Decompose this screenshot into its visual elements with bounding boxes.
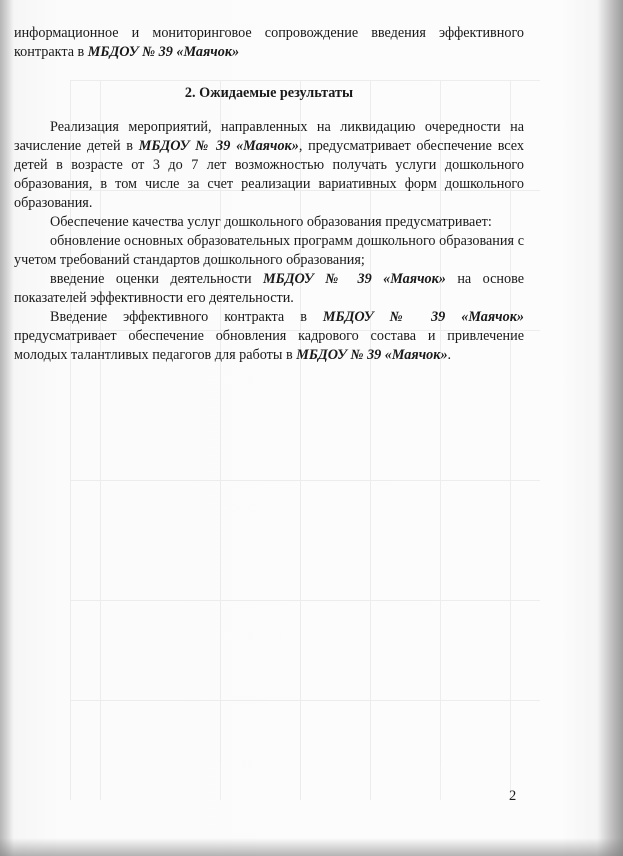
paragraph-4: введение оценки деятельности МБДОУ № 39 «Маячок» на основе показателей эффективности его деятельности. xyxy=(14,271,525,306)
org-name: МБДОУ № 39 «Маячок» xyxy=(296,347,448,363)
org-name: МБДОУ № 39 «Маячок» xyxy=(322,309,524,325)
paragraph-5: Введение эффективного контракта в МБДОУ № 39 «Маячок» предусматривает обеспечение обновления кадрового состава и привлечение молодых талантливых педагогов для работы в МБДОУ № 39 «Маячок». xyxy=(14,309,524,363)
scan-edge-shadow-left xyxy=(0,0,14,856)
intro-paragraph xyxy=(14,24,524,62)
org-name: МБДОУ № 39 «Маячок» xyxy=(263,271,446,287)
intro-text: информационное и мониторинговое сопровождение введения эффективного контракта в xyxy=(14,25,524,60)
paragraph-2: Обеспечение качества услуг дошкольного образования предусматривает: xyxy=(50,214,492,230)
section-heading: 2. Ожидаемые результаты xyxy=(184,85,354,101)
scan-edge-shadow-bottom xyxy=(0,838,623,856)
org-name: МБДОУ № 39 «Маячок» xyxy=(138,138,299,154)
page-number: 2 xyxy=(509,788,517,804)
results-body xyxy=(14,118,524,365)
org-name: МБДОУ № 39 «Маячок» xyxy=(87,44,240,60)
paragraph-1: Реализация мероприятий, направленных на ликвидацию очередности на зачисление детей в МБДОУ № 39 «Маячок», предусматривает обеспечение всех детей в возрасте от 3 до 7 лет возможностью получать услуги дошкольного образования, в том числе за счет реализации вариативных форм дошкольного образования. xyxy=(14,119,524,211)
scan-edge-shadow-right xyxy=(597,0,623,856)
paragraph-3: обновление основных образовательных программ дошкольного образования с учетом требований стандартов дошкольного образования; xyxy=(14,233,524,268)
